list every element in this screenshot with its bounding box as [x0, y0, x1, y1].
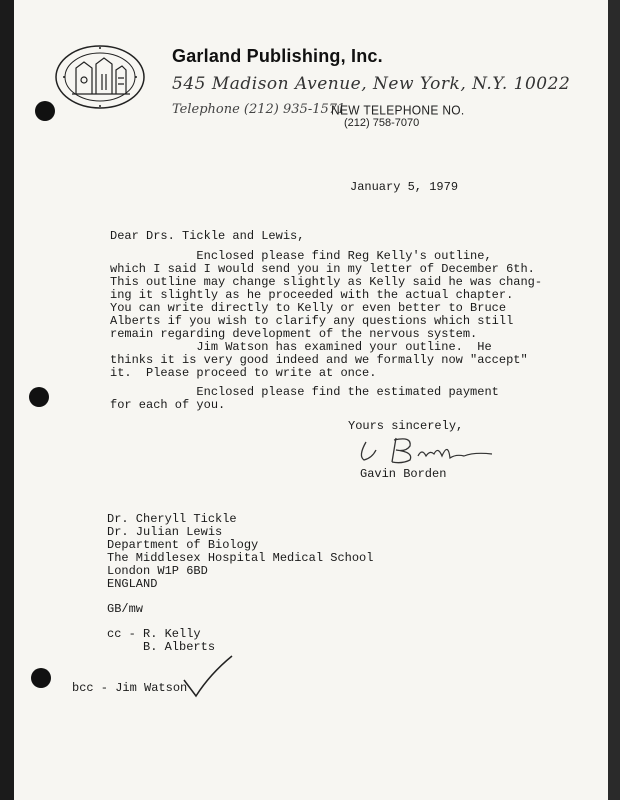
recipient-address: Dr. Cheryll Tickle Dr. Julian Lewis Department of Biology The Middlesex Hospital Medical School London W1P 6BD ENGLAND [107, 512, 374, 591]
body-paragraph: Jim Watson has examined your outline. He thinks it is very good indeed and we formally now "accept" it. Please proceed to write at once. [110, 340, 528, 380]
blind-carbon-copy: bcc - Jim Watson [72, 681, 188, 695]
closing: Yours sincerely, [348, 419, 464, 433]
company-address: 545 Madison Avenue, New York, N.Y. 10022 [172, 74, 571, 94]
new-telephone-stamp-label: NEW TELEPHONE NO. [331, 102, 465, 118]
old-telephone: Telephone (212) 935-1571 [172, 102, 346, 117]
signer-name: Gavin Borden [360, 467, 447, 481]
carbon-copy-list: cc - R. Kelly B. Alberts [107, 627, 216, 654]
body-paragraph: Enclosed please find Reg Kelly's outline, which I said I would send you in my letter of December 6th. This outline may change slightly as Kelly said he was chang- ing it slightly as he proceeded with the actual chapter. You can write directly to Kelly or even better to Bruce Alberts if you wish to clarify any questions which still remain regarding development of the nervous system. [110, 249, 543, 341]
punch-hole [35, 101, 55, 121]
salutation: Dear Drs. Tickle and Lewis, [110, 229, 305, 243]
handwritten-signature [352, 432, 512, 468]
typist-initials: GB/mw [107, 602, 144, 616]
page-edge [608, 0, 620, 800]
handwritten-checkmark-icon [180, 654, 236, 700]
letter-date: January 5, 1979 [350, 180, 459, 194]
body-paragraph: Enclosed please find the estimated payment for each of you. [110, 385, 499, 412]
company-seal-logo [54, 44, 146, 110]
company-name: Garland Publishing, Inc. [172, 46, 383, 66]
new-telephone-stamp-number: (212) 758-7070 [344, 117, 420, 129]
punch-hole [31, 668, 51, 688]
punch-hole [29, 387, 49, 407]
